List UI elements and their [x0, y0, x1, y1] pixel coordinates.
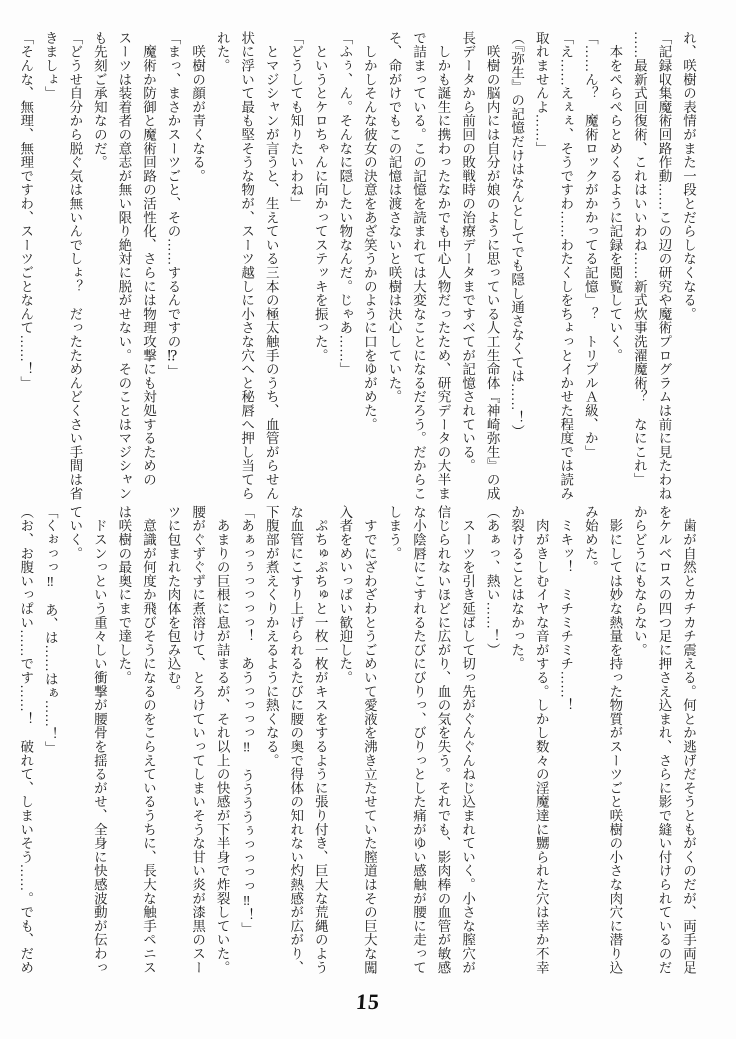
- text-line: しかしそんな彼女の決意をあざ笑うかのように口をゆがめた。: [361, 31, 377, 432]
- text-line: 影にしては妙な熱量を持った物質がスーツごと咲樹の小さな肉穴に潜り込: [607, 505, 623, 975]
- text-line: ドスンっという重々しい衝撃が腰骨を揺るがせ、全身に快感波動が伝わっ: [91, 505, 107, 975]
- text-line: スーツを引き延ばして切っ先がぐんぐんねじ込まれていく。小さな膣穴が: [460, 505, 476, 975]
- text-line: とマジシャンが言うと、生えている三本の極太触手のうち、血管がらせん: [263, 31, 279, 501]
- text-line: 下腹部が煮えくりかえるように熱くなる。: [263, 505, 279, 768]
- text-line: 本をぺらぺらとめくるように記録を閲覧していく。: [607, 31, 623, 363]
- text-line: 咲樹の顔が青くなる。: [190, 31, 206, 183]
- text-line: 「まっ、まさかスーツごと、その……するんですの⁉」: [165, 31, 181, 379]
- text-line: み始めた。: [582, 505, 598, 574]
- text-line: （お、お腹いっぱい……です……！ 破れて、しまいそう……。でも、だめ: [18, 505, 34, 975]
- text-line: 腰がぐずぐずに煮溶けて、とろけていってしまいそうな甘い炎が漆黒のスー: [190, 505, 206, 975]
- text-line: 「あぁっぅっっっっ！ あうっっっっ‼ ううううぅっっっっ‼！」: [239, 505, 255, 936]
- text-line: からどうにもならない。: [631, 505, 647, 657]
- text-line: 「……ん？ 魔術ロックがかかってる記憶」？ トリプルＡ級、か」: [582, 31, 598, 459]
- text-line: きましょ」: [42, 31, 58, 100]
- text-block-bottom: [10, 505, 700, 975]
- text-line: ……最新式回復術、これはいいわね……新式炊事洗濯魔術？ なにこれ」: [631, 31, 647, 487]
- text-line: 「そんな、無理、無理ですわ、スーツごとなんて……！」: [18, 31, 34, 390]
- text-line: （『弥生』の記憶だけはなんとしてでも隠し通さなくては……！）: [509, 31, 525, 439]
- text-line: 信じられないほどに広がり、血の気を失う。それでも、影肉棒の血管が敏感: [435, 505, 451, 975]
- page-number: 15: [355, 989, 381, 1014]
- text-line: しまう。: [386, 505, 402, 561]
- text-line: ミキッ！ ミチミチミチ……！: [558, 505, 574, 712]
- text-line: 長データから前回の敗戦時の治療データまですべてが記憶されている。: [460, 31, 476, 473]
- text-line: 咲樹の脳内には自分が娘のように思っている人工生命体『神崎弥生』の成: [484, 31, 500, 501]
- text-line: ぷちゅぷちゅと一枚一枚がキスをするように張り付き、巨大な荒縄のよう: [312, 505, 328, 975]
- text-line: すでにざわざわとうごめいて愛液を沸き立たせていた膣道はその巨大な闖: [361, 505, 377, 975]
- text-line: れ、咲樹の表情がまた一段とだらしなくなる。: [681, 31, 696, 321]
- text-line: 「ふぅ、ん。そんなに隠したい物なんだ。じゃあ……」: [337, 31, 353, 376]
- text-line: そ、命がけでもこの記憶は渡さないと咲樹は決心していた。: [386, 31, 402, 404]
- text-block-top: [10, 31, 700, 501]
- text-line: 「どうしても知りたいわね」: [288, 31, 304, 211]
- text-line: 「え……えぇぇ、そうですわ……わたくしをちょっとイかせた程度では読み: [558, 31, 574, 501]
- text-line: 歯が自然とカチカチ震える。何とか逃げだそうともがくのだが、両手両足: [681, 505, 696, 975]
- text-line: あまりの巨根に息が詰まるが、それ以上の快感が下半身で炸裂していた。: [214, 505, 230, 975]
- text-line: スーツは装着者の意志が無い限り絶対に脱がせない。そのことはマジシャン: [116, 31, 132, 501]
- text-line: か裂けることはなかった。: [509, 505, 525, 671]
- text-line: 「くぉっっ‼ あ、は……はぁ……！」: [42, 505, 58, 755]
- text-line: 「どうせ自分から脱ぐ気は無いんでしょ？ だったためんどくさい手間は省: [67, 31, 83, 501]
- text-line: （あぁっ、熱い……！）: [484, 505, 500, 657]
- text-line: も先刻ご承知なのだ。: [91, 31, 107, 169]
- text-line: な小陰唇にこすれるたびにびりっ、びりっとした痛がゆい感触が腰に走って: [410, 505, 426, 975]
- text-line: 魔術か防御と魔術回路の活性化、さらには物理攻撃にも対処するための: [140, 31, 156, 487]
- text-line: な血管にこすり上げられるたびに腰の奥で得体の知れない灼熱感が広がり、: [288, 505, 304, 975]
- text-line: 取れませんよ……」: [533, 31, 549, 156]
- text-line: 肉がきしむイヤな音がする。しかし数々の淫魔達に嬲られた穴は幸か不幸: [533, 505, 549, 975]
- text-line: しかも誕生に携わったなかでも中心人物だったため、研究データの大半ま: [435, 31, 451, 501]
- text-line: 「記録収集魔術回路作動……この辺の研究や魔術プログラムは前に見たわね: [656, 31, 672, 501]
- text-line: 入者をめいっぱい歓迎した。: [337, 505, 353, 685]
- text-line: 意識が何度か飛びそうになるのをこらえているうちに、長大な触手ペニス: [140, 505, 156, 975]
- text-line: 状に浮いて最も堅そうな物が、スーツ越しに小さな穴へと秘唇へ押し当てら: [239, 31, 255, 501]
- text-line: をケルベロスの四つ足に押さえ込まれ、さらに影で縫い付けられているのだ: [656, 505, 672, 975]
- text-line: ツに包まれた肉体を包み込む。: [165, 505, 181, 699]
- text-line: というとケロちゃんに向かってステッキを振った。: [312, 31, 328, 363]
- text-line: れた。: [214, 31, 230, 73]
- text-line: ていく。: [67, 505, 83, 561]
- text-line: で詰まっている。この記憶を読まれては大変なことになるだろう。だからこ: [410, 31, 426, 501]
- text-line: は咲樹の最奥にまで達した。: [116, 505, 132, 685]
